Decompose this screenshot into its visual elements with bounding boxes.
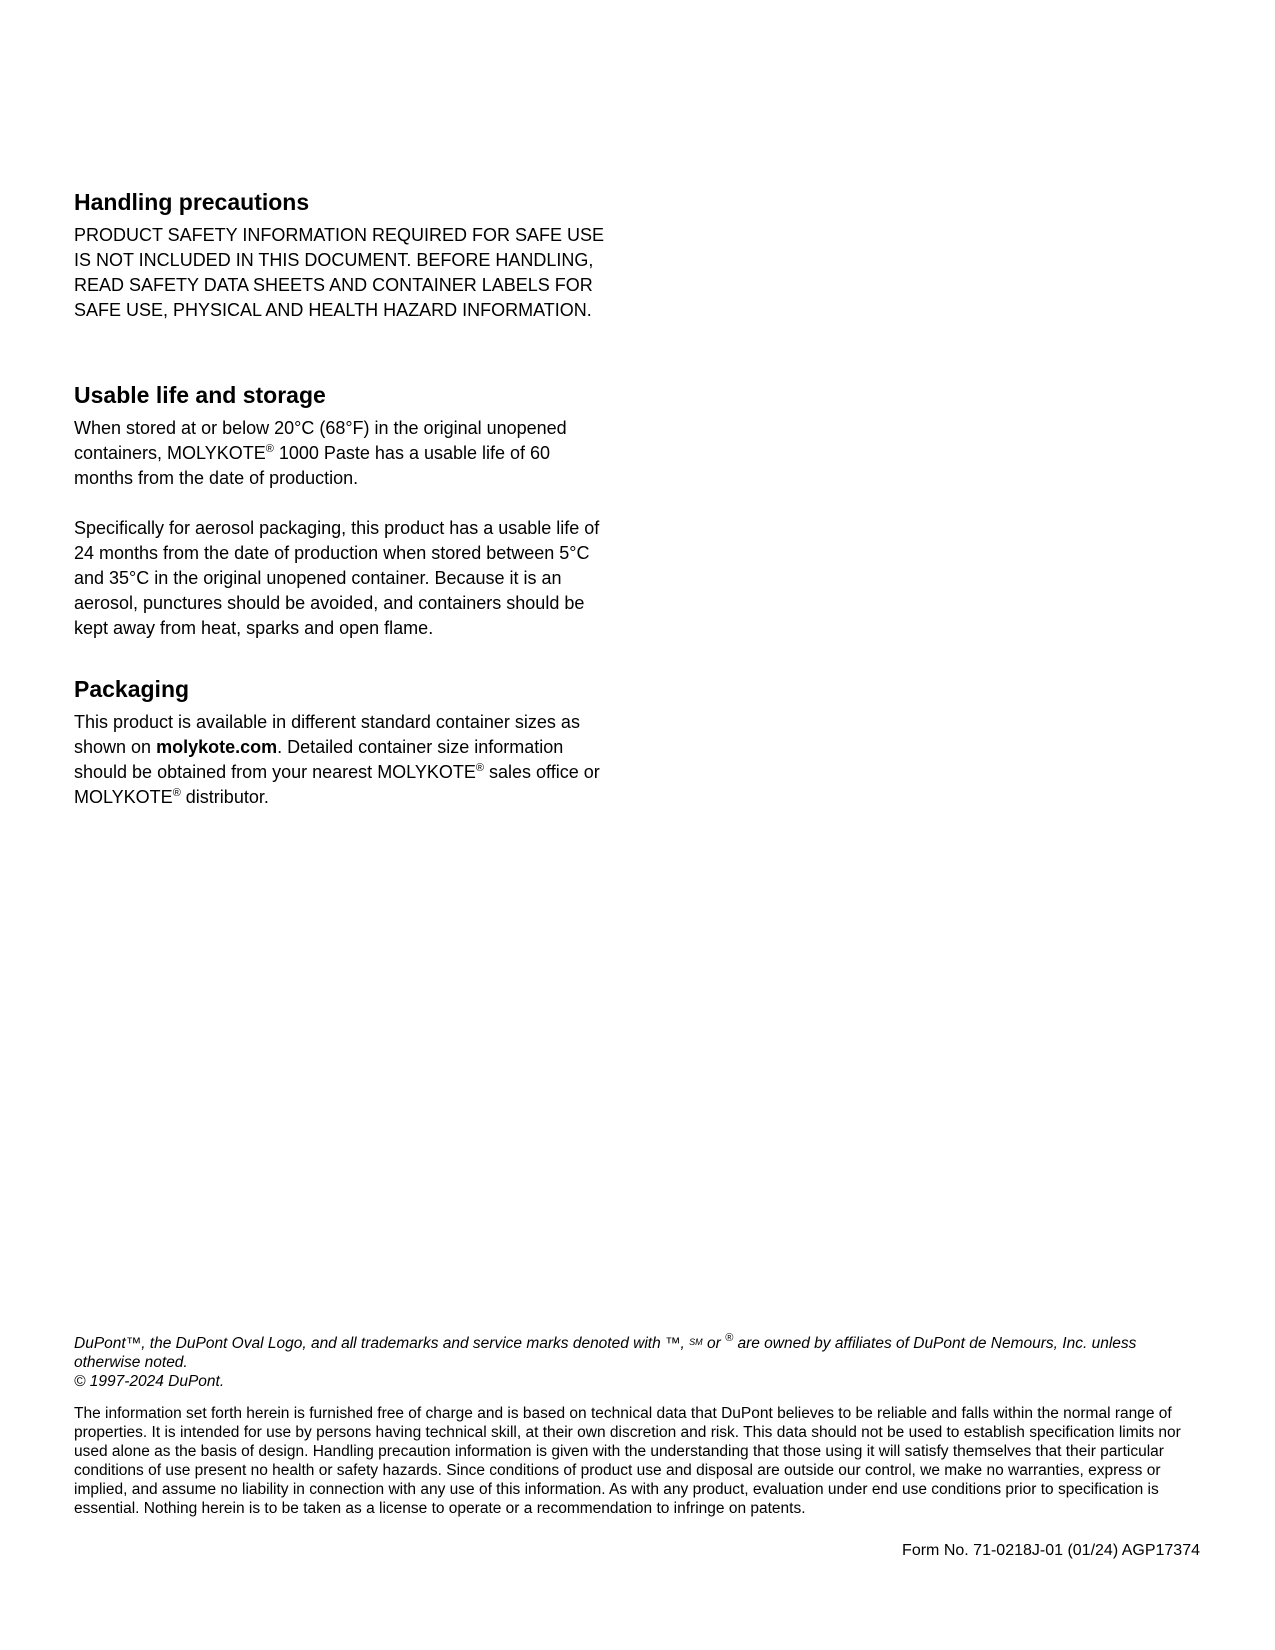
trademark-or: or xyxy=(702,1335,726,1352)
storage-paragraph-2: Specifically for aerosol packaging, this product has a usable life of 24 months from the date of production when stored between 5°C and 35°C in the original unopened container. Because it is an aerosol, punctures should be avoided, and containers should be kept away from heat, sparks and open flame. xyxy=(74,518,600,638)
registered-mark: ® xyxy=(475,762,484,774)
packaging-text-a: This product is available in different standard container sizes as shown on xyxy=(74,712,580,757)
usable-life-storage-heading: Usable life and storage xyxy=(74,382,326,408)
packaging-section xyxy=(74,675,614,810)
storage-paragraph-1 xyxy=(74,416,614,491)
packaging-heading: Packaging xyxy=(74,676,190,702)
packaging-text xyxy=(74,710,614,810)
handling-precautions-section xyxy=(74,188,614,323)
trademark-text-b: are owned by affiliates of DuPont de Nemours, Inc. unless otherwise noted. xyxy=(74,1335,1137,1371)
service-mark: SM xyxy=(689,1337,703,1347)
usable-life-storage-section xyxy=(74,381,614,641)
registered-mark: ® xyxy=(265,443,274,455)
copyright-notice: © 1997-2024 DuPont. xyxy=(74,1373,225,1390)
disclaimer-text: The information set forth herein is furnished free of charge and is based on technical data that DuPont believes to be reliable and falls within the normal range of properties. It is intended for use by persons having technical skill, at their own discretion and risk. This data should not be used to establish specification limits nor used alone as the basis of design. Handling precaution information is given with the understanding that those using it will satisfy themselves that their particular conditions of use present no health or safety hazards. Since conditions of product use and disposal are outside our control, we make no warranties, express or implied, and assume no liability in connection with any use of this information. As with any product, evaluation under end use conditions prior to specification is essential. Nothing herein is to be taken as a license to operate or a recommendation to infringe on patents. xyxy=(74,1405,1181,1517)
trademark-notice xyxy=(74,1333,1204,1391)
trademark-text-a: DuPont™, the DuPont Oval Logo, and all trademarks and service marks denoted with ™, xyxy=(74,1335,690,1352)
handling-precautions-heading: Handling precautions xyxy=(74,189,310,215)
registered-mark: ® xyxy=(172,787,181,799)
form-number: Form No. 71-0218J-01 (01/24) AGP17374 xyxy=(902,1542,1200,1559)
storage-text-a: When stored at or below 20°C (68°F) in the original unopened containers, MOLYKOTE xyxy=(74,418,567,463)
storage-text-b: 1000 Paste has a usable life of 60 months from the date of production. xyxy=(74,443,551,488)
registered-mark: ® xyxy=(725,1332,734,1344)
molykote-link[interactable]: molykote.com xyxy=(156,737,278,757)
handling-precautions-text: PRODUCT SAFETY INFORMATION REQUIRED FOR SAFE USE IS NOT INCLUDED IN THIS DOCUMENT. BEFORE HANDLING, READ SAFETY DATA SHEETS AND CONTAINER LABELS FOR SAFE USE, PHYSICAL AND HEALTH HAZARD INFORMATION. xyxy=(74,225,605,320)
packaging-text-c: sales office or MOLYKOTE xyxy=(74,762,600,807)
packaging-text-b: . Detailed container size information should be obtained from your nearest MOLYKOTE xyxy=(74,737,564,782)
packaging-text-d: distributor. xyxy=(180,787,269,807)
